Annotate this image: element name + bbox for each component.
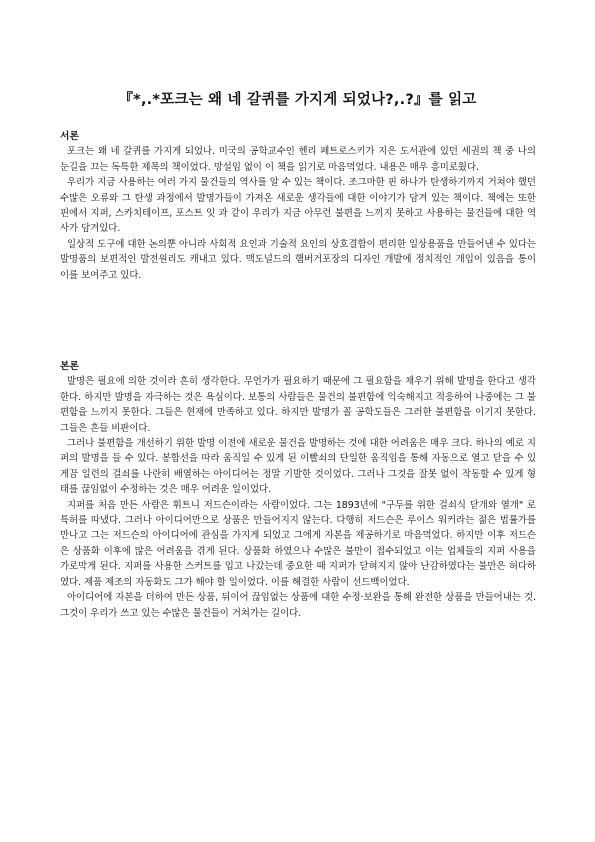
intro-paragraph-2: 우리가 지금 사용하는 여러 가지 물건들의 역사를 알 수 있는 책이다. 조그마한 핀 하나가 탄생하기까지 거쳐야 했던 수많은 오류와 그 탄생 과정에서 발명가들이 가져온 새로운 생각들에 대한 이야기가 담겨 있는 책이다. 책에는 또한 핀에서 지퍼, 스카치테이프, 포스트 잇 과 같이 우리가 지금 아무런 불편을 느끼지 못하고 사용하는 물건들에 대한 역사가 담겨있다. [60,177,536,235]
section-introduction [60,129,536,283]
section-body [60,359,536,621]
body-paragraph-2: 그러나 불편함을 개선하기 위한 발명 이전에 새로운 물건을 발명하는 것에 대한 어려움은 매우 크다. 하나의 예로 지퍼의 발명을 들 수 있다. 봉합선을 따라 움직일 수 있게 된 이빨쇠의 단일한 움직임을 통해 자동으로 열고 닫을 수 있게끔 일련의 걸쇠를 나란히 배열하는 아이디어는 정말 기발한 것이었다. 그러나 그것을 잘못 없이 작동할 수 있게 형태를 끊임없이 수정하는 것은 매우 어려운 일이었다. [60,438,536,496]
intro-paragraph-3: 일상적 도구에 대한 논의뿐 아니라 사회적 요인과 기술적 요인의 상호결합이 편리한 일상용품을 만들어낸 수 있다는 발명품의 보편적인 발전원리도 캐내고 있다. 맥도널드의 햄버거포장의 디자인 개발에 정치적인 개입이 있음을 통이 이를 보여주고 있다. [60,238,536,281]
body-paragraph-1: 발명은 필요에 의한 것이라 흔히 생각한다. 무언가가 필요하기 때문에 그 필요함을 채우기 위해 발명을 한다고 생각한다. 하지만 발명을 자극하는 것은 욕심이다. 보통의 사람들은 물건의 불편함에 익숙해지고 적응하여 나중에는 그 불편함을 느끼지 못한다. 그들은 현재에 만족하고 있다. 하지만 발명가 꼴 공학도들은 그러한 불편함을 이기지 못한다. 그들은 흔들 비판이다. [60,376,536,434]
body-paragraph-3: 지퍼를 처음 만든 사람은 휘트니 저드슨이라는 사람이었다. 그는 1893년에 "구두를 위한 걸쇠식 닫개와 열개" 로 특허를 따냈다. 그러나 아이디어만으로 상품은 만들어지지 않는다. 다행히 저드슨은 루이스 워커라는 젊은 법률가를 만나고 그는 저드슨의 아이디어에 관심을 가지게 되었고 그에게 자본을 제공하기로 마음먹었다. 하지만 이후 저드슨은 상품화 이후에 많은 어려움을 겪게 된다. 상품화 하였으나 수많은 불만이 접수되었고 이는 업체들의 지퍼 사용을 가로막게 된다. 지퍼를 사용한 스커트를 입고 나갔는데 중요한 때 지퍼가 닫혀지지 않아 난감하였다는 불만은 허다하였다. 제품 제조의 자동화도 그가 해야 할 일이었다. 이를 해결한 사람이 선드백이었다. [60,499,536,588]
intro-paragraph-1: 포크는 왜 네 갈퀴를 가지게 되었나. 미국의 공학교수인 헨리 페트로스키가 지은 도서관에 있던 세권의 책 중 나의 눈길을 끄는 독특한 제목의 책이었다. 망설임 없이 이 책을 읽기로 마음먹었다. 내용은 매우 흥미로웠다. [60,146,536,173]
body-paragraph-4: 아이디어에 자본을 더하여 만든 상품, 뒤이어 끊임없는 상품에 대한 수정·보완을 통해 완전한 상품을 만들어내는 것. 그것이 우리가 쓰고 있는 수많은 물건들이 거쳐가는 길이다. [60,592,536,619]
section-heading-introduction: 서론 [60,131,79,142]
document-title: 『*,.*포크는 왜 네 갈퀴를 가지게 되었나?,.?』를 읽고 [118,92,477,108]
section-heading-body: 본론 [60,361,79,372]
